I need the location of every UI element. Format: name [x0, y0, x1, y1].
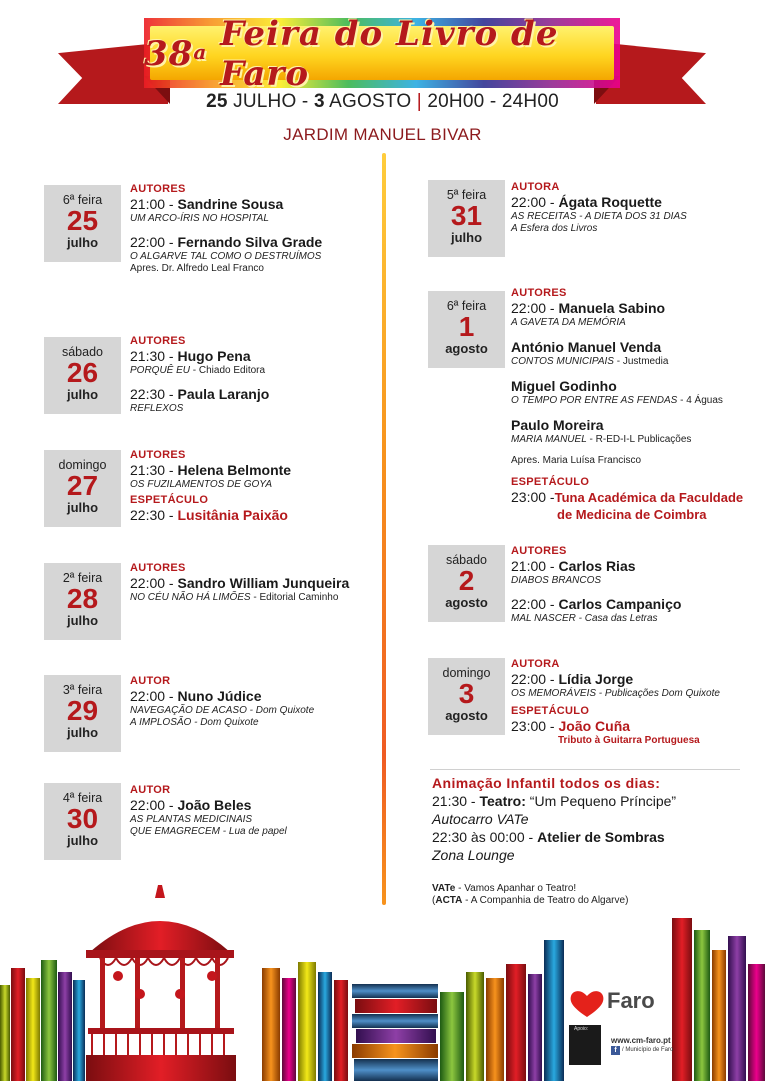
publisher: - Casa das Letras [575, 613, 658, 624]
event-time: 22:00 - [511, 194, 559, 210]
kids-title: Animação Infantil todos os dias: [432, 775, 661, 791]
presenter-note: Apres. Dr. Alfredo Leal Franco [130, 263, 264, 274]
author-name: João Beles [177, 797, 252, 813]
date-box-29 [44, 675, 121, 752]
kids-line [432, 828, 752, 846]
event-line [130, 348, 380, 365]
category-label: AUTORA [511, 181, 560, 193]
event-line [511, 300, 756, 317]
category-label: AUTORES [511, 287, 567, 299]
category-label: AUTOR [130, 784, 171, 796]
center-divider [382, 153, 386, 905]
events-1 [511, 287, 756, 523]
facebook-icon[interactable]: f [611, 1046, 620, 1055]
events-3 [511, 658, 761, 747]
weekday: sábado [445, 553, 487, 567]
day-number: 28 [66, 583, 99, 614]
section-rule [430, 769, 740, 770]
book-title [511, 395, 756, 407]
month: julho [66, 235, 99, 250]
kids-line [432, 846, 752, 864]
category-label: AUTORES [130, 449, 186, 461]
event-line [130, 196, 380, 213]
book-title-text: OS FUZILAMENTOS DE GOYA [130, 479, 273, 490]
author-name: Carlos Campaniço [558, 596, 682, 612]
day-number: 31 [450, 200, 483, 231]
acronym: ACTA [435, 895, 463, 906]
author-name: Fernando Silva Grade [177, 234, 323, 250]
event-time: 22:00 - [130, 234, 178, 250]
book-title-text: A IMPLOSÃO [130, 717, 192, 728]
author-name: Sandrine Sousa [177, 196, 284, 212]
day-number: 2 [458, 565, 475, 596]
kids-line [432, 792, 752, 810]
book-title-text: PORQUÊ EU [130, 365, 191, 376]
author-name: Paula Laranjo [177, 386, 270, 402]
page-title [144, 14, 620, 94]
publisher-line [511, 223, 761, 235]
publisher: - Chiado Editora [190, 365, 266, 376]
date-box-25 [44, 185, 121, 262]
acronym-meaning: - Vamos Apanhar o Teatro! [455, 883, 577, 894]
publisher: - Justmedia [613, 356, 669, 367]
category-label: AUTOR [130, 675, 171, 687]
month: agosto [445, 341, 488, 356]
title-ordinal: a [193, 40, 208, 64]
event-time: 21:30 - [432, 793, 480, 809]
date-box-30 [44, 783, 121, 860]
book-title [130, 826, 380, 838]
activity-title: “Um Pequeno Príncipe” [525, 793, 677, 809]
category-label: AUTORES [130, 335, 186, 347]
month: agosto [445, 708, 488, 723]
author-name: Lídia Jorge [558, 671, 634, 687]
day-number: 27 [66, 470, 99, 501]
kids-activities [432, 775, 752, 864]
month: julho [66, 725, 99, 740]
start-month: JULHO - [227, 91, 314, 112]
activity-location: Autocarro VATe [432, 811, 529, 827]
day-number: 25 [66, 205, 99, 236]
book-title [130, 705, 380, 717]
day-number: 26 [66, 357, 99, 388]
author-name: Carlos Rias [558, 558, 636, 574]
date-box-2 [428, 545, 505, 622]
author-name: Nuno Júdice [177, 688, 262, 704]
title-text: Feira do Livro de Faro [220, 14, 559, 94]
book-title-text: A GAVETA DA MEMÓRIA [511, 317, 626, 328]
book-title-text: NO CÉU NÃO HÁ LIMÕES [130, 592, 251, 603]
book-title [511, 211, 761, 223]
performance-subtitle: Tributo à Guitarra Portuguesa [558, 735, 700, 746]
book-title-text: O TEMPO POR ENTRE AS FENDAS [511, 395, 678, 406]
events-27 [130, 449, 380, 524]
book-title [130, 365, 380, 377]
author-name: Helena Belmonte [177, 462, 292, 478]
events-26 [130, 335, 380, 415]
month: agosto [445, 595, 488, 610]
month: julho [66, 387, 99, 402]
event-line [511, 671, 761, 688]
event-line [511, 596, 761, 613]
date-box-1 [428, 291, 505, 368]
day-number: 30 [66, 803, 99, 834]
event-time: 21:30 - [130, 462, 178, 478]
month: julho [66, 500, 99, 515]
weekday: 6ª feira [62, 193, 103, 207]
start-day: 25 [206, 91, 228, 112]
author-name: Sandro William Junqueira [177, 575, 350, 591]
day-number: 29 [66, 695, 99, 726]
publisher: - Lua de papel [220, 826, 287, 837]
category-label: AUTORES [511, 545, 567, 557]
events-29 [130, 675, 380, 729]
sponsor-label: Apoio: [574, 1026, 589, 1032]
performer-name-cont: de Medicina de Coimbra [557, 507, 707, 522]
book-title-text: NAVEGAÇÃO DE ACASO [130, 705, 247, 716]
book-title [130, 717, 380, 729]
author-name: Manuela Sabino [558, 300, 666, 316]
event-line [511, 558, 761, 575]
book-title [130, 814, 380, 826]
events-28 [130, 562, 378, 604]
events-2 [511, 545, 761, 625]
book-title-text: DIABOS BRANCOS [511, 575, 602, 586]
weekday: 4ª feira [62, 791, 103, 805]
event-hours: 20H00 - 24H00 [421, 91, 559, 112]
publisher: - R-ED-I-L Publicações [586, 434, 692, 445]
book-title [511, 688, 761, 700]
book-title-text: QUE EMAGRECEM [130, 826, 221, 837]
event-line [130, 462, 380, 479]
author-name: Miguel Godinho [511, 378, 617, 394]
category-label: AUTORA [511, 658, 560, 670]
event-time: 22:30 às 00:00 - [432, 829, 538, 845]
date-box-26 [44, 337, 121, 414]
event-time: 22:30 - [130, 386, 178, 402]
event-line [130, 797, 380, 814]
book-title [511, 317, 756, 329]
title-number: 38 [144, 34, 194, 74]
author-name: Ágata Roquette [558, 194, 662, 210]
facebook-page[interactable]: / Município de Faro [622, 1047, 674, 1053]
date-box-27 [44, 450, 121, 527]
publisher: - Dom Quixote [191, 717, 259, 728]
presenter-note: Apres. Maria Luísa Francisco [511, 455, 642, 466]
book-title-text: MARIA MANUEL [511, 434, 587, 445]
activity-title: Atelier de Sombras [537, 829, 665, 845]
month: julho [66, 613, 99, 628]
activity-location: Zona Lounge [432, 847, 515, 863]
book-title [130, 213, 380, 225]
book-title [511, 434, 756, 446]
bandstand-icon [86, 885, 236, 1081]
date-box-28 [44, 563, 121, 640]
book-title-text: AS RECEITAS - A DIETA DOS 31 DIAS [511, 211, 687, 222]
event-line [511, 378, 756, 395]
book-title-text: OS MEMORÁVEIS [511, 688, 597, 699]
event-line [130, 575, 378, 592]
weekday: 3ª feira [62, 683, 103, 697]
publisher: - Dom Quixote [246, 705, 315, 716]
event-time: 22:00 - [511, 300, 559, 316]
category-label: AUTORES [130, 183, 186, 195]
weekday: 2ª feira [62, 571, 103, 585]
performer-name: João Cuña [558, 718, 631, 734]
faro-heart-icon [567, 989, 607, 1019]
month: julho [450, 230, 483, 245]
book-title-text: CONTOS MUNICIPAIS [511, 356, 614, 367]
event-line [130, 688, 380, 705]
event-line [511, 339, 756, 356]
performer-name: Lusitânia Paixão [177, 507, 288, 523]
event-line [130, 507, 380, 524]
event-time: 21:00 - [511, 558, 559, 574]
weekday: 6ª feira [446, 299, 487, 313]
day-number: 3 [458, 678, 475, 709]
book-title-text: UM ARCO-ÍRIS NO HOSPITAL [130, 213, 269, 224]
event-time: 21:30 - [130, 348, 178, 364]
event-line [511, 417, 756, 434]
author-name: Paulo Moreira [511, 417, 604, 433]
weekday: domingo [442, 666, 491, 680]
event-time: 23:00 - [511, 489, 555, 505]
end-month: AGOSTO [324, 91, 417, 112]
date-box-31 [428, 180, 505, 257]
faro-brand: Faro [607, 988, 655, 1013]
event-line [511, 718, 761, 735]
events-25 [130, 183, 380, 275]
event-time: 22:00 - [130, 575, 178, 591]
acronym: VATe [432, 883, 456, 894]
acronym-meaning: - A Companhia de Teatro do Algarve) [462, 895, 629, 906]
publisher: - Publicações Dom Quixote [596, 688, 720, 699]
book-title [130, 479, 380, 491]
event-line [511, 194, 761, 211]
kids-line [432, 810, 752, 828]
book-title [130, 592, 378, 604]
month: julho [66, 833, 99, 848]
event-time: 23:00 - [511, 718, 559, 734]
paren: ( [432, 895, 436, 906]
book-title [511, 575, 761, 587]
book-title-text: REFLEXOS [130, 403, 184, 414]
category-label: ESPETÁCULO [511, 705, 590, 717]
event-line [130, 234, 380, 251]
event-dates [0, 91, 765, 113]
day-number: 1 [458, 311, 475, 342]
author-name: António Manuel Venda [511, 339, 662, 355]
publisher: - Editorial Caminho [250, 592, 339, 603]
event-line [130, 386, 380, 403]
publisher: A Esfera dos Livros [511, 223, 598, 234]
date-box-3 [428, 658, 505, 735]
category-label: ESPETÁCULO [130, 494, 209, 506]
events-31 [511, 181, 761, 235]
event-time: 22:00 - [511, 671, 559, 687]
event-time: 22:00 - [130, 688, 178, 704]
category-label: AUTORES [130, 562, 186, 574]
category-label: ESPETÁCULO [511, 476, 590, 488]
event-time: 21:00 - [130, 196, 178, 212]
events-30 [130, 784, 380, 838]
book-title [130, 403, 380, 415]
weekday: 5ª feira [446, 188, 487, 202]
venue: JARDIM MANUEL BIVAR [283, 125, 482, 144]
book-title-text: MAL NASCER [511, 613, 576, 624]
website-link[interactable]: www.cm-faro.pt [611, 1036, 671, 1045]
event-time: 22:00 - [130, 797, 178, 813]
book-title [511, 356, 756, 368]
event-time: 22:00 - [511, 596, 559, 612]
event-line [511, 489, 756, 506]
event-time: 22:30 - [130, 507, 178, 523]
weekday: domingo [58, 458, 107, 472]
author-name: Hugo Pena [177, 348, 251, 364]
publisher: - 4 Águas [677, 395, 723, 406]
book-title-text: AS PLANTAS MEDICINAIS [130, 814, 253, 825]
end-day: 3 [313, 91, 325, 112]
weekday: sábado [61, 345, 103, 359]
book-title [130, 251, 380, 263]
dates-separator: | [416, 91, 422, 112]
book-title-text: O ALGARVE TAL COMO O DESTRUÍMOS [130, 251, 322, 262]
activity-type: Teatro: [479, 793, 526, 809]
book-title [511, 613, 761, 625]
performer-name: Tuna Académica da Faculdade [554, 490, 744, 505]
